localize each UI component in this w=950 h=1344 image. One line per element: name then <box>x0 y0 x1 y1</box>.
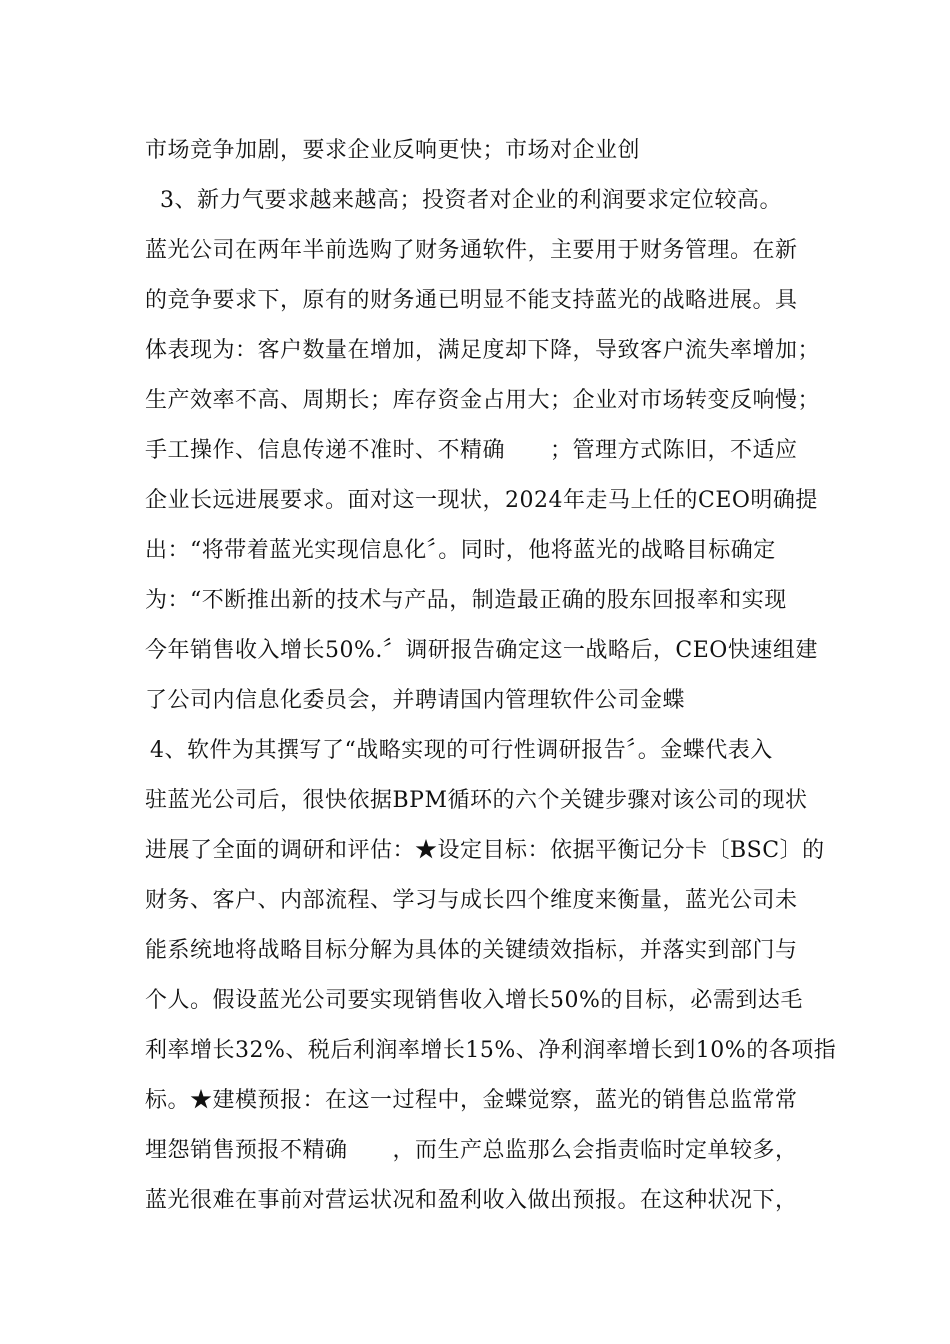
text-line: 能系统地将战略目标分解为具体的关键绩效指标，并落实到部门与 <box>145 938 798 963</box>
text-line: 个人。假设蓝光公司要实现销售收入增长50%的目标，必需到达毛 <box>145 988 803 1013</box>
text-line: 出：“将带着蓝光实现信息化〞。同时，他将蓝光的战略目标确定 <box>145 538 776 563</box>
text-line: 了公司内信息化委员会，并聘请国内管理软件公司金蝶 <box>145 688 686 713</box>
text-line: 进展了全面的调研和评估：★设定目标：依据平衡记分卡〔BSC〕的 <box>145 838 825 863</box>
text-line: 蓝光很难在事前对营运状况和盈利收入做出预报。在这种状况下， <box>145 1188 798 1213</box>
text-line: 今年销售收入增长50%.〞调研报告确定这一战略后，CEO快速组建 <box>145 638 818 663</box>
text-line: 生产效率不高、周期长；库存资金占用大；企业对市场转变反响慢； <box>145 388 821 413</box>
text-line: 体表现为：客户数量在增加，满足度却下降，导致客户流失率增加； <box>145 338 821 363</box>
text-line: 埋怨销售预报不精确 ，而生产总监那么会指责临时定单较多， <box>145 1138 798 1163</box>
text-line: 的竞争要求下，原有的财务通已明显不能支持蓝光的战略进展。具 <box>145 288 798 313</box>
text-line: 手工操作、信息传递不准时、不精确 ；管理方式陈旧，不适应 <box>145 438 798 463</box>
text-line: 标。★建模预报：在这一过程中，金蝶觉察，蓝光的销售总监常常 <box>145 1088 798 1113</box>
text-line: 财务、客户、内部流程、学习与成长四个维度来衡量，蓝光公司未 <box>145 888 798 913</box>
text-line: 3、新力气要求越来越高；投资者对企业的利润要求定位较高。 <box>145 188 782 213</box>
text-line: 蓝光公司在两年半前选购了财务通软件，主要用于财务管理。在新 <box>145 238 798 263</box>
text-line: 驻蓝光公司后，很快依据BPM循环的六个关键步骤对该公司的现状 <box>145 788 808 813</box>
text-line: 企业长远进展要求。面对这一现状，2024年走马上任的CEO明确提 <box>145 488 818 513</box>
text-line: 利率增长32%、税后利润率增长15%、净利润率增长到10%的各项指 <box>145 1038 837 1063</box>
text-line: 市场竞争加剧，要求企业反响更快；市场对企业创 <box>145 138 641 163</box>
text-line: 4、软件为其撰写了“战略实现的可行性调研报告〞。金蝶代表入 <box>150 738 773 763</box>
text-line: 为：“不断推出新的技术与产品，制造最正确的股东回报率和实现 <box>145 588 787 613</box>
